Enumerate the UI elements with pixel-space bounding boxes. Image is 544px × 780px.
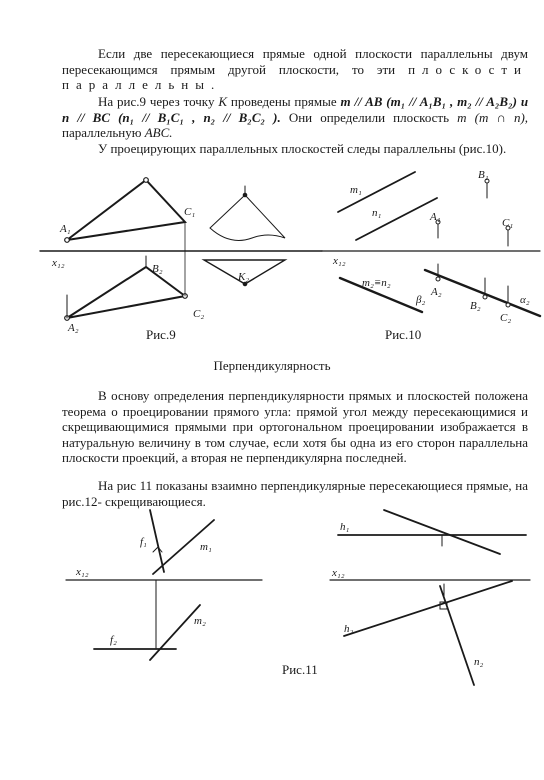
paragraph-theorem: В основу определения перпендикулярности прямых и плоскостей положена теорема о проецировании прямого угла: прямой угол между пересекающимися и скрещивающимися прямыми при ортогональном проецировании изображается в натуральную величину в том случае, если хотя бы одна из его сторон параллельна плоскости проекций, а вторая не перпендикулярна последней.	[62, 388, 528, 465]
line-m2	[150, 605, 200, 660]
label-n2: n₂	[474, 656, 484, 668]
triangle-abc-front	[67, 180, 185, 240]
section-heading: Перпендикулярность	[213, 358, 331, 373]
text-fragment: На рис.9 через точку	[98, 94, 215, 109]
line-h2	[344, 581, 512, 636]
point-a1	[65, 238, 70, 243]
label-a2: A₂	[431, 286, 442, 298]
label-b2: B₂	[152, 263, 163, 275]
label-x12-right: x₁₂	[332, 567, 345, 579]
figure-11-right	[330, 510, 530, 685]
trace-alpha2	[425, 270, 540, 316]
plane-mn-front	[210, 195, 285, 240]
point-c2	[506, 303, 510, 307]
label-m2: m₂	[194, 615, 206, 627]
label-k2: K₂	[238, 271, 250, 283]
label-m1: m₁	[350, 184, 362, 196]
line-n1	[384, 510, 500, 554]
formula-n: n // BC (n₁ // B₁C₁ , n₂ // B₂C₂ ).	[62, 109, 281, 125]
point-b1	[144, 178, 149, 183]
label-c2: C₂	[193, 308, 205, 320]
right-angle-mark	[153, 547, 162, 552]
label-c1: C₁	[502, 217, 514, 229]
figure-9	[40, 178, 322, 321]
label-a1: A₁	[60, 223, 71, 235]
label-h2: h₂	[344, 623, 354, 635]
label-f1: f₁	[140, 536, 147, 548]
label-m2-n2: m₂≡n₂	[362, 277, 391, 289]
label-c2: C₂	[500, 312, 512, 324]
line-f1	[150, 510, 164, 572]
formula-abc: ABC.	[144, 125, 173, 140]
line-n2	[440, 586, 474, 685]
label-n1: n₁	[372, 207, 382, 219]
text-fragment: параллельную	[62, 125, 142, 140]
point-b2	[483, 295, 487, 299]
label-x12: x₁₂	[333, 255, 346, 267]
formula-m: m // AB (m₁ // A₁B₁ , m₂ // A₂B₂)	[340, 94, 517, 109]
label-h1: h₁	[340, 521, 350, 533]
text-fragment: и	[520, 94, 529, 109]
formula-plane: m (m ∩ n),	[457, 109, 529, 125]
point-a2	[436, 277, 440, 281]
label-a2: A₂	[68, 322, 79, 334]
label-a1: A₁	[430, 211, 441, 223]
label-x12: x₁₂	[52, 257, 65, 269]
caption-fig9: Рис.9	[146, 327, 176, 342]
text-fragment: проведены прямые	[230, 94, 337, 109]
label-b1: B₁	[478, 169, 489, 181]
triangle-abc-top	[67, 267, 185, 318]
label-alpha2: α₂	[520, 294, 530, 306]
figure-11-left	[66, 510, 262, 660]
paragraph-traces: У проецирующих параллельных плоскостей следы параллельны (рис.10).	[98, 141, 507, 156]
caption-fig10: Рис.10	[385, 327, 422, 342]
point-k: K	[218, 94, 227, 109]
label-x12-left: x₁₂	[76, 566, 89, 578]
caption-fig11: Рис.11	[282, 662, 318, 677]
text-fragment: Они определили плоскость	[288, 109, 450, 125]
paragraph-fig11-description: На рис 11 показаны взаимно перпендикулярные пересекающиеся прямые, на рис.12- скрещивающиеся.	[62, 478, 528, 509]
spaced-emphasis: плоскости параллельны.	[62, 61, 529, 92]
label-c1: C₁	[184, 206, 196, 218]
label-f2: f₂	[110, 634, 117, 646]
paragraph-text: Если две пересекающиеся прямые одной плоскости параллельны двум пересекающимся прямым другой плоскости, то эти	[62, 46, 528, 77]
label-m1: m₁	[200, 541, 212, 553]
label-b2: B₂	[470, 300, 481, 312]
line-n1	[356, 198, 437, 240]
label-beta2: β₂	[416, 294, 426, 306]
